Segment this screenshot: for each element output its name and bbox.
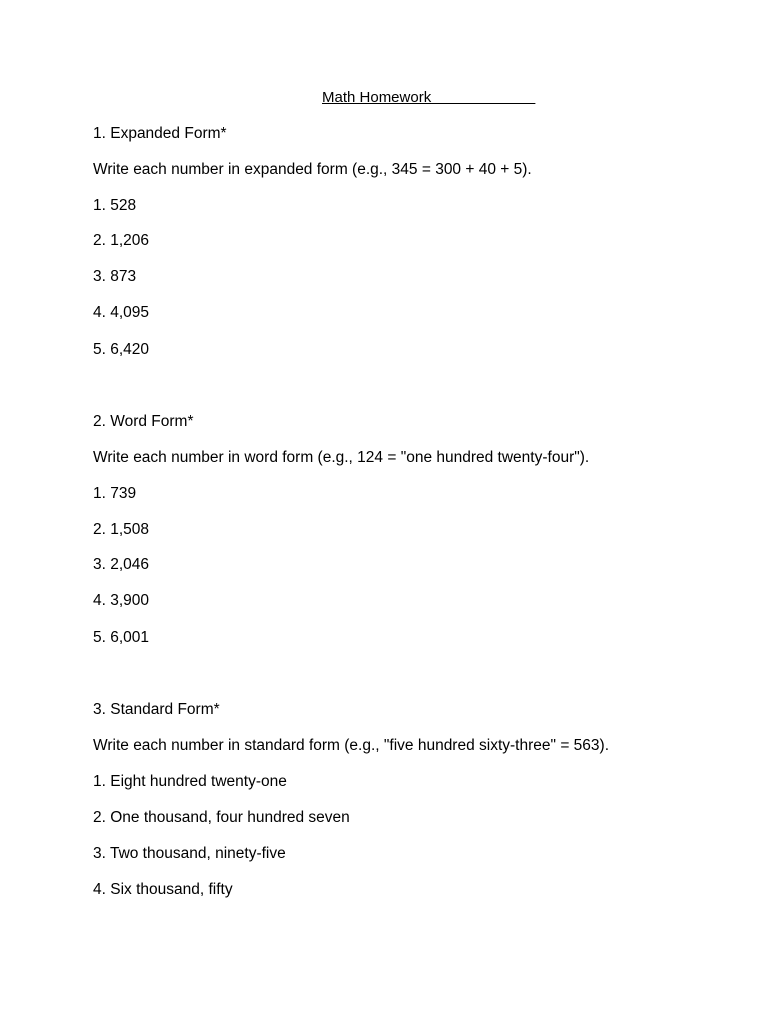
list-item: 2. One thousand, four hundred seven	[93, 809, 350, 826]
section-instruction-expanded-form: Write each number in expanded form (e.g., 345 = 300 + 40 + 5).	[93, 161, 532, 178]
list-item: 4. Six thousand, fifty	[93, 881, 233, 898]
section-instruction-standard-form: Write each number in standard form (e.g., "five hundred sixty-three" = 563).	[93, 737, 610, 754]
section-heading-standard-form: 3. Standard Form*	[93, 701, 220, 718]
list-item: 3. Two thousand, ninety-five	[93, 845, 286, 862]
list-item: 1. 528	[93, 197, 137, 214]
section-heading-word-form: 2. Word Form*	[93, 413, 194, 430]
list-item: 4. 3,900	[93, 592, 150, 609]
list-item: 5. 6,001	[93, 629, 150, 646]
list-item: 2. 1,206	[93, 232, 150, 249]
section-heading-expanded-form: 1. Expanded Form*	[93, 125, 227, 142]
list-item: 4. 4,095	[93, 304, 150, 321]
list-item: 3. 2,046	[93, 556, 150, 573]
list-item: 5. 6,420	[93, 341, 150, 358]
list-item: 3. 873	[93, 268, 137, 285]
document-title: Math Homework	[322, 89, 536, 106]
list-item: 1. 739	[93, 485, 137, 502]
list-item: 1. Eight hundred twenty-one	[93, 773, 287, 790]
section-instruction-word-form: Write each number in word form (e.g., 124 = "one hundred twenty-four").	[93, 449, 590, 466]
list-item: 2. 1,508	[93, 521, 150, 538]
